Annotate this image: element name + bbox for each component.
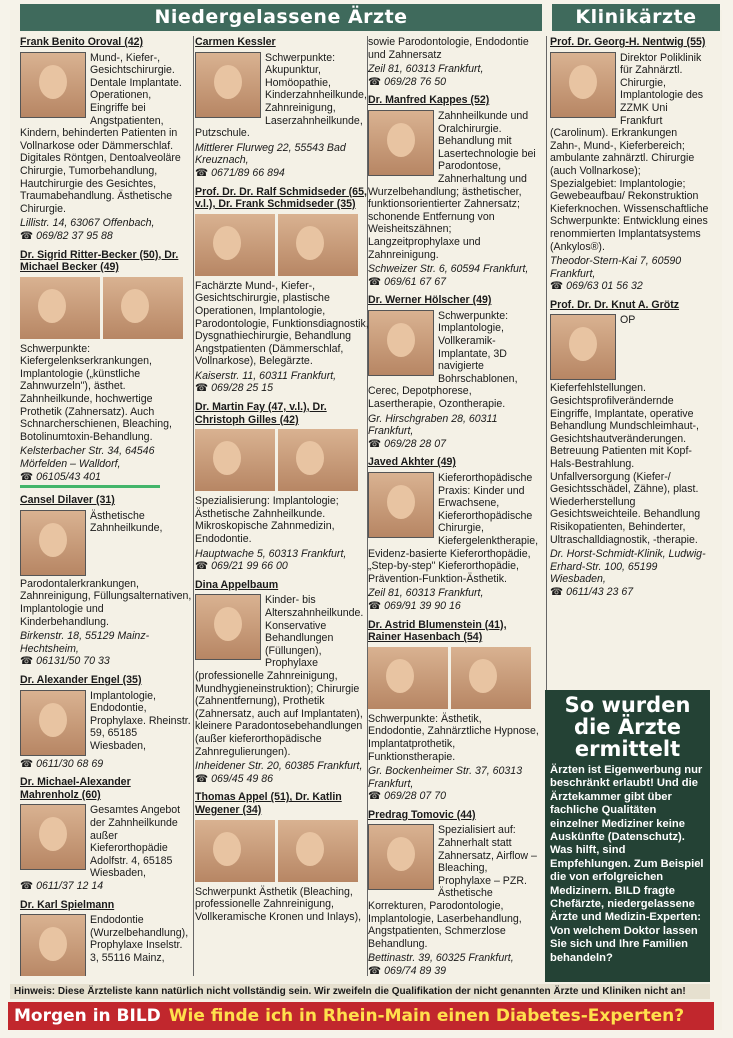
doctor-name: Thomas Appel (51), Dr. Katlin Wegener (34) [195, 791, 342, 816]
doctor-address: Kaiserstr. 11, 60311 Frankfurt, [195, 369, 337, 382]
doctor-entry [368, 809, 540, 976]
doctor-entry [195, 186, 370, 396]
doctor-address: Bettinastr. 39, 60325 Frankfurt, [368, 952, 514, 965]
doctor-photo [195, 429, 366, 491]
doctor-name: Dr. Sigrid Ritter-Becker (50), Dr. Michael Becker (49) [20, 248, 179, 274]
section-header-niedergelassene: Niedergelassene Ärzte [20, 4, 542, 31]
doctor-name: Dr. Martin Fay (47, v.l.), Dr. Christoph Gilles (42) [195, 401, 327, 426]
doctor-entry [195, 401, 370, 573]
doctor-address: Gr. Bockenheimer Str. 37, 60313 Frankfurt, [368, 765, 523, 790]
doctor-phone: ☎ 069/28 28 07 [368, 438, 540, 451]
doctor-description: Mund-, Kiefer-, Gesichtschirurgie. Dentale Implantate. Operationen, Eingriffe bei Angstpatienten, Kindern, behinderten Patienten in Vollnarkose oder Dämmerschlaf. Digitales Röntgen, Dentoalveoläre Chirurgie, Tumorbehandlung, Hautchirurgie des Gesichtes, Traumabehandlung. Ästhetische Chirurgie. [20, 51, 182, 215]
doctor-phone: ☎ 06105/43 401 [20, 471, 192, 484]
doctor-name: Dr. Astrid Blumenstein (41), Rainer Hasenbach (54) [368, 618, 507, 644]
doctor-phone: ☎ 0611/37 12 14 [20, 880, 192, 893]
doctor-name: Javed Akhter (49) [368, 456, 456, 469]
doctor-entry [550, 299, 710, 599]
doctor-address: Theodor-Stern-Kai 7, 60590 Frankfurt, [550, 255, 682, 280]
doctor-description: Schwerpunkte: Implantologie, Vollkeramik-Implantate, 3D navigierte Bohrschablonen, Cerec, Depotphorese, Lasertherapie, Ozontherapie. [368, 309, 518, 411]
doctor-name: Dr. Werner Hölscher (49) [368, 294, 492, 307]
doctor-name: Prof. Dr. Dr. Ralf Schmidseder (65, v.l.), Dr. Frank Schmidseder (35) [195, 185, 367, 211]
doctor-name: Dr. Michael-Alexander Mahrenholz (60) [20, 776, 131, 801]
doctor-entry [368, 456, 540, 612]
footer-left: Morgen in BILD [14, 1006, 161, 1026]
doctor-phone: ☎ 069/63 01 56 32 [550, 280, 710, 293]
doctor-phone: ☎ 069/28 07 70 [368, 790, 540, 803]
doctor-description: Endodontie (Wurzelbehandlung), Prophylaxe Inselstr. 3, 55116 Mainz, [90, 914, 189, 964]
doctor-entry [20, 776, 192, 892]
doctor-name: Carmen Kessler [195, 36, 276, 48]
footer-teaser [8, 1002, 714, 1030]
doctor-entry [195, 791, 370, 923]
doctor-description: Spezialisiert auf: Zahnerhalt statt Zahnersatz, Airflow – Bleaching, Prophylaxe – PZR. Ästhetische Korrekturen, Parodontologie, Implantologie, Laserbehandlung, Angstpatienten, Schmerzlose Behandlung. [368, 824, 537, 950]
doctor-entry [368, 94, 540, 288]
doctor-entry [20, 899, 192, 977]
doctor-photo [20, 52, 86, 118]
doctor-photo [368, 647, 536, 709]
doctor-name: Dr. Karl Spielmann [20, 898, 115, 911]
doctor-description: Schwerpunkte: Kiefergelenkserkrankungen, Implantologie („künstliche Zahnwurzeln"), ästhet. Zahnheilkunde, hochwertige Prothetik (Zahnersatz). Auch Schnarcherschienen, Bleaching, Botolinumtoxin-Behandlung. [20, 342, 172, 443]
doctor-photo [550, 52, 616, 118]
column-3 [368, 36, 540, 976]
doctor-phone: ☎ 069/61 67 67 [368, 276, 540, 289]
doctor-photo [20, 690, 86, 756]
doctor-phone: ☎ 06131/50 70 33 [20, 655, 192, 668]
info-box [545, 690, 710, 982]
doctor-entry [550, 36, 710, 293]
doctor-description: Kinder- bis Alterszahnheilkunde. Konservative Behandlungen (Füllungen), Prophylaxe (professionelle Zahnreinigung, Mundhygieneinstruktion); Chirurgie (Zahnentfernung), Prothetik (Zahnersatz, auch auf Implantaten), kleinere Paradontosebehandlungen (außer kieferorthopädische Zahnregulierungen). [195, 594, 364, 758]
doctor-name: Cansel Dilaver (31) [20, 494, 115, 507]
doctor-phone: ☎ 069/45 49 86 [195, 773, 370, 786]
doctor-phone: ☎ 0611/43 23 67 [550, 586, 710, 599]
doctor-entry [20, 249, 192, 489]
column-1 [20, 36, 192, 976]
highlight-line [20, 485, 160, 488]
doctor-address: Hauptwache 5, 60313 Frankfurt, [195, 547, 347, 560]
section-header-klinikaerzte: Klinikärzte [552, 4, 720, 31]
doctor-name: Dr. Alexander Engel (35) [20, 673, 142, 686]
doctor-phone: ☎ 069/21 99 66 00 [195, 560, 370, 573]
doctor-phone: ☎ 0611/30 68 69 [20, 758, 192, 771]
doctor-address: Zeil 81, 60313 Frankfurt, [368, 587, 484, 600]
doctor-address: Lillistr. 14, 63067 Offenbach, [20, 217, 155, 230]
doctor-photo [550, 314, 616, 380]
doctor-photo [368, 110, 434, 176]
doctor-entry [20, 36, 192, 243]
doctor-name: Frank Benito Oroval (42) [20, 36, 144, 48]
doctor-description: Ästhetische Zahnheilkunde, Parodontalerkrankungen, Zahnreinigung, Füllungsalternativen, Implantologie und Kinderbehandlung. [20, 509, 192, 628]
info-box-title: So wurden die Ärzte ermittelt [564, 693, 691, 761]
doctor-photo [368, 472, 434, 538]
doctor-entry [368, 294, 540, 450]
doctor-address: Zeil 81, 60313 Frankfurt, [368, 63, 484, 76]
column-4-klinik [550, 36, 710, 686]
doctor-description: Schwerpunkt Ästhetik (Bleaching, professionelle Zahnreinigung, Vollkeramische Kronen und Inlays), [195, 885, 362, 923]
doctor-address: Schweizer Str. 6, 60594 Frankfurt, [368, 263, 529, 276]
doctor-name: Dina Appelbaum [195, 578, 279, 591]
doctor-name: Predrag Tomovic (44) [368, 808, 476, 821]
doctor-entry [20, 494, 192, 668]
doctor-phone: ☎ 0671/89 66 894 [195, 167, 370, 180]
doctor-phone: ☎ 069/82 37 95 88 [20, 230, 192, 243]
doctor-description: Implantologie, Endodontie, Prophylaxe. Rheinstr. 59, 65185 Wiesbaden, [90, 689, 191, 752]
doctor-description: Zahnheilkunde und Oralchirurgie. Behandlung mit Lasertechnologie bei Parodontose, Zahnerhaltung und Wurzelbehandlung; ästhetischer, funktionsorientierter Zahnersatz; schonende Entfernung von Weisheitszähnen; Langzeitprophylaxe und Zahnreinigung. [368, 109, 536, 261]
doctor-phone: ☎ 069/28 25 15 [195, 382, 370, 395]
doctor-description: Spezialisierung: Implantologie; Ästhetische Zahnheilkunde. Mikroskopische Zahnmedizin, Endodontie. [195, 495, 339, 546]
doctor-address: Mittlerer Flurweg 22, 55543 Bad Kreuznach, [195, 141, 346, 167]
doctor-name: Dr. Manfred Kappes (52) [368, 94, 490, 107]
doctor-description: sowie Parodontologie, Endodontie und Zahnersatz [368, 36, 529, 61]
column-2 [195, 36, 370, 976]
doctor-photo [20, 277, 188, 339]
doctor-photo [20, 804, 86, 870]
doctor-entry [20, 674, 192, 770]
doctor-photo [195, 594, 261, 660]
doctor-phone: ☎ 069/91 39 90 16 [368, 600, 540, 613]
doctor-description: OP Kieferfehlstellungen. Gesichtsprofilverändernde Eingriffe, Implantate, operative Behandlung Mundschleimhaut-, Gesichtshautveränderungen. Betreuung Patienten mit Kopf-Hals-Bestrahlung. Unfallversorgung (Kiefer-/ Gesichtsschädel, Zähne), plast. Wiederherstellung Gesichtsweichteile. Behandlung Risikopatienten, Behinderter, Ultraschalldiagnostik, -therapie. [550, 314, 701, 546]
doctor-photo [20, 914, 86, 976]
doctor-photo [368, 310, 434, 376]
doctor-photo [195, 214, 366, 276]
doctor-address: Gr. Hirschgraben 28, 60311 Frankfurt, [368, 412, 498, 438]
doctor-entry [195, 579, 370, 786]
doctor-photo [368, 824, 434, 890]
doctor-description: Schwerpunkte: Ästhetik, Endodontie, Zahnärztliche Hypnose, Implantatprothetik, Funktionstherapie. [368, 712, 539, 763]
doctor-description: Direktor Poliklinik für Zahnärztl. Chirurgie, Implantologie des ZZMK Uni Frankfurt (Carolinum). Erkrankungen Zahn-, Mund-, Kieferbereich; ambulante zahnärztl. Chirurgie (auch Vollnarkose); Spezialgebiet: Implantologie; Gewebeaufbau/ Rekonstruktion Kieferknochen. Wissenschaftliche Schwerpunkte: Entwicklung eines renommierten Implantatsystems (Ankylos®). [550, 51, 709, 253]
doctor-photo [20, 510, 86, 576]
doctor-description: Kieferorthopädische Praxis: Kinder und Erwachsene, Kieferorthopädische Chirurgie, Kiefergelenktherapie, Evidenz-basierte Kieferorthopädie, „Step-by-step" Kieferorthopädie, Prävention-Funktion-Ästhetik. [368, 472, 539, 585]
doctor-entry [368, 619, 540, 803]
doctor-entry [368, 36, 540, 88]
footer-right: Wie finde ich in Rhein-Main einen Diabetes-Experten? [168, 1006, 685, 1026]
doctor-address: Dr. Horst-Schmidt-Klinik, Ludwig-Erhard-Str. 100, 65199 Wiesbaden, [550, 548, 706, 586]
disclaimer-note: Hinweis: Diese Ärzteliste kann natürlich nicht vollständig sein. Wir zweifeln die Qualifikation der nicht genannten Ärzte und Kliniken nicht an! [10, 984, 710, 999]
column-divider [193, 36, 194, 976]
doctor-description: Gesamtes Angebot der Zahnheilkunde außer Kieferorthopädie Adolfstr. 4, 65185 Wiesbaden, [90, 804, 181, 880]
doctor-address: Birkenstr. 18, 55129 Mainz-Hechtsheim, [20, 630, 150, 655]
doctor-description: Fachärzte Mund-, Kiefer-, Gesichtschirurgie, plastische Operationen, Implantologie, Parodontologie, Funktionsdiagnostik, Dysgnathiechirurgie, Behandlung Angstpatienten (Dämmerschlaf, Vollnarkose), Belegärzte. [195, 279, 369, 368]
doctor-phone: ☎ 069/74 89 39 [368, 965, 540, 976]
doctor-name: Prof. Dr. Georg-H. Nentwig (55) [550, 36, 706, 48]
doctor-address: Inheidener Str. 20, 60385 Frankfurt, [195, 760, 363, 773]
doctor-name: Prof. Dr. Dr. Knut A. Grötz [550, 298, 680, 311]
doctor-photo [195, 52, 261, 118]
doctor-photo [195, 820, 366, 882]
doctor-entry [195, 36, 370, 180]
doctor-description: Schwerpunkte: Akupunktur, Homöopathie, Kinderzahnheilkunde, Zahnreinigung, Laserzahnheilkunde, Putzschule. [195, 51, 367, 140]
doctor-address: Kelsterbacher Str. 34, 64546 Mörfelden – Walldorf, [20, 445, 155, 471]
info-box-text: Ärzten ist Eigenwerbung nur beschränkt erlaubt! Und die Ärztekammer gibt über fachliche Qualitäten einzelner Mediziner keine Auskünfte (Datenschutz). Was hilft, sind Empfehlungen. Zum Beispiel die von erfolgreichen Medizinern. BILD fragte Chefärzte, niedergelassene Ärzte und Medizin-Experten: Von welchem Doktor lassen Sie sich und Ihre Familien behandeln? [550, 764, 704, 964]
doctor-phone: ☎ 069/28 76 50 [368, 76, 540, 89]
